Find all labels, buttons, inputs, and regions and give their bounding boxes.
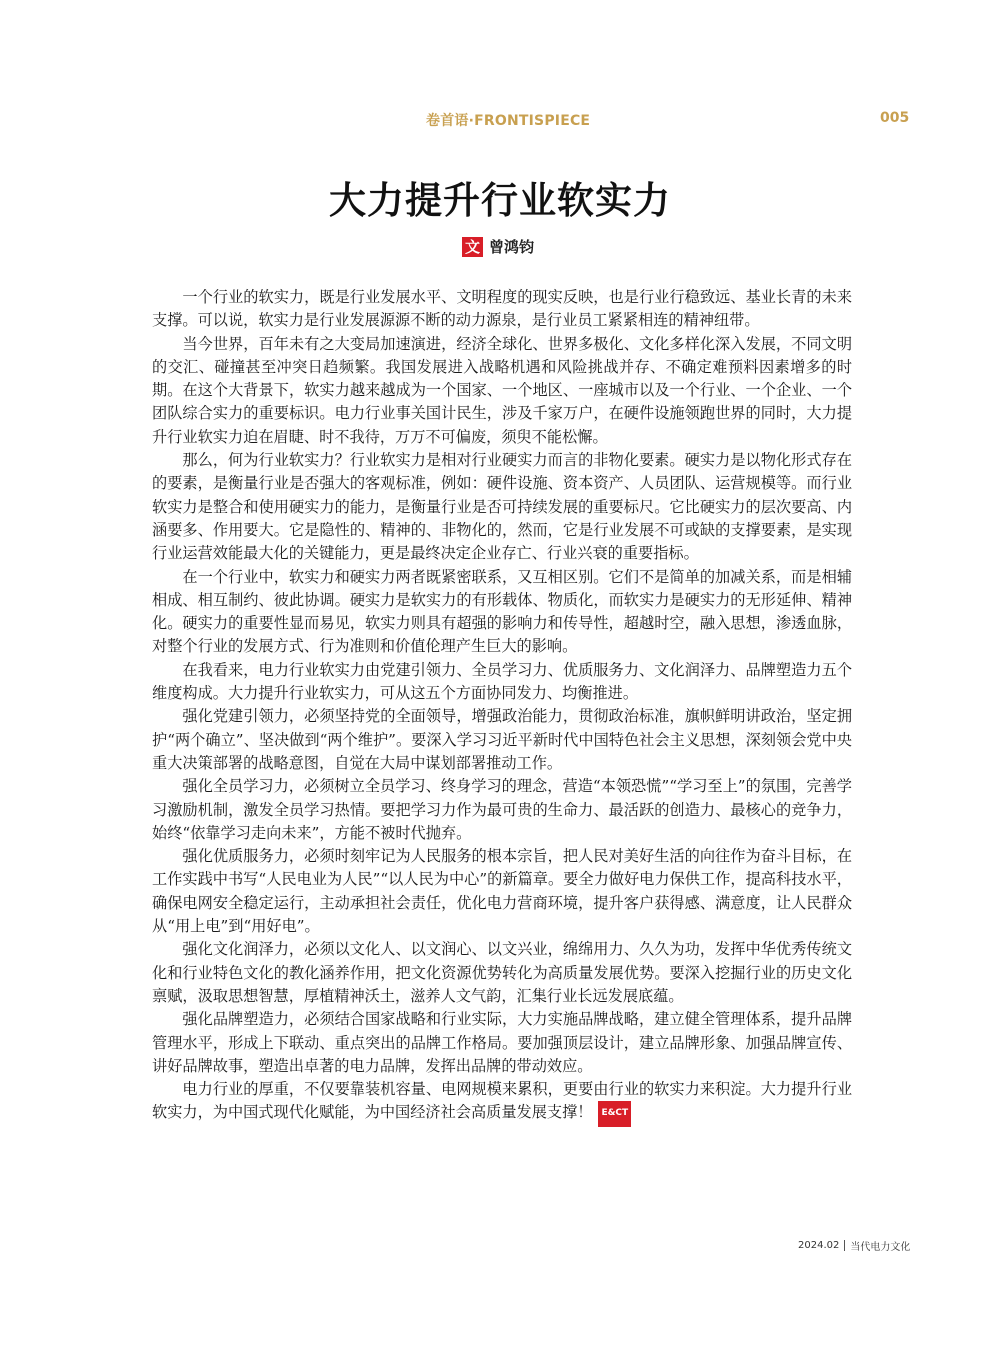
byline <box>462 236 534 257</box>
paragraph-text: 电力行业的厚重，不仅要靠装机容量、电网规模来累积，更要由行业的软实力来积淀。大力提升行业软实力，为中国式现代化赋能，为中国经济社会高质量发展支撑！ <box>152 1080 852 1122</box>
paragraph: 强化品牌塑造力，必须结合国家战略和行业实际，大力实施品牌战略，建立健全管理体系，提升品牌管理水平，形成上下联动、重点突出的品牌工作格局。要加强顶层设计，建立品牌形象、加强品牌宣传、讲好品牌故事，塑造出卓著的电力品牌，发挥出品牌的带动效应。 <box>152 1010 852 1075</box>
page-footer <box>798 1238 910 1253</box>
article-title: 大力提升行业软实力 <box>329 179 671 222</box>
paragraph: 强化全员学习力，必须树立全员学习、终身学习的理念，营造“本领恐慌”“学习至上”的氛围，完善学习激励机制，激发全员学习热情。要把学习力作为最可贵的生命力、最活跃的创造力、最核心的竞争力，始终“依靠学习走向未来”，方能不被时代抛弃。 <box>152 777 852 842</box>
paragraph: 在我看来，电力行业软实力由党建引领力、全员学习力、优质服务力、文化润泽力、品牌塑造力五个维度构成。大力提升行业软实力，可从这五个方面协同发力、均衡推进。 <box>152 660 852 703</box>
footer-divider <box>844 1240 845 1251</box>
paragraph: 那么，何为行业软实力？行业软实力是相对行业硬实力而言的非物化要素。硬实力是以物化形式存在的要素，是衡量行业是否强大的客观标准，例如：硬件设施、资本资产、人员团队、运营规模等。而行业软实力是整合和使用硬实力的能力，是衡量行业是否可持续发展的重要标尺。它比硬实力的层次要高、内涵要多、作用要大。它是隐性的、精神的、非物化的，然而，它是行业发展不可或缺的支撑要素，是实现行业运营效能最大化的关键能力，更是最终决定企业存亡、行业兴衰的重要指标。 <box>152 451 852 563</box>
author-name: 曾鸿钧 <box>489 238 535 256</box>
byline-mark: 文 <box>462 237 483 257</box>
paragraph: 强化优质服务力，必须时刻牢记为人民服务的根本宗旨，把人民对美好生活的向往作为奋斗目标，在工作实践中书写“人民电业为人民”“以人民为中心”的新篇章。要全力做好电力保供工作，提高科技水平，确保电网安全稳定运行，主动承担社会责任，优化电力营商环境，提升客户获得感、满意度，让人民群众从“用上电”到“用好电”。 <box>152 847 852 936</box>
paragraph: 强化党建引领力，必须坚持党的全面领导，增强政治能力，贯彻政治标准，旗帜鲜明讲政治，坚定拥护“两个确立”、坚决做到“两个维护”。要深入学习习近平新时代中国特色社会主义思想，深刻领会党中央重大决策部署的战略意图，自觉在大局中谋划部署推动工作。 <box>152 707 852 772</box>
issue-date: 2024.02 <box>798 1240 840 1251</box>
paragraph: 强化文化润泽力，必须以文化人、以文润心、以文兴业，绵绵用力、久久为功，发挥中华优秀传统文化和行业特色文化的教化涵养作用，把文化资源优势转化为高质量发展优势。要深入挖掘行业的历史文化禀赋，汲取思想智慧，厚植精神沃土，滋养人文气韵，汇集行业长远发展底蕴。 <box>152 940 852 1005</box>
paragraph-last <box>152 1078 852 1127</box>
magazine-name: 当代电力文化 <box>850 1242 911 1253</box>
paragraph: 当今世界，百年未有之大变局加速演进，经济全球化、世界多极化、文化多样化深入发展，不同文明的交汇、碰撞甚至冲突日趋频繁。我国发展进入战略机遇和风险挑战并存、不确定难预料因素增多的时期。在这个大背景下，软实力越来越成为一个国家、一个地区、一座城市以及一个行业、一个企业、一个团队综合实力的重要标识。电力行业事关国计民生，涉及千家万户，在硬件设施领跑世界的同时，大力提升行业软实力迫在眉睫、时不我待，万万不可偏废，须臾不能松懈。 <box>152 334 852 446</box>
section-label: 卷首语·FRONTISPIECE <box>426 113 591 129</box>
page-number: 005 <box>880 110 910 126</box>
article-body <box>152 286 852 1127</box>
end-mark-logo: E&CT <box>598 1101 631 1126</box>
paragraph: 一个行业的软实力，既是行业发展水平、文明程度的现实反映，也是行业行稳致远、基业长青的未来支撑。可以说，软实力是行业发展源源不断的动力源泉，是行业员工紧紧相连的精神纽带。 <box>152 288 852 330</box>
paragraph: 在一个行业中，软实力和硬实力两者既紧密联系，又互相区别。它们不是简单的加减关系，而是相辅相成、相互制约、彼此协调。硬实力是软实力的有形载体、物质化，而软实力是硬实力的无形延伸、精神化。硬实力的重要性显而易见，软实力则具有超强的影响力和传导性，超越时空，融入思想，渗透血脉，对整个行业的发展方式、行为准则和价值伦理产生巨大的影响。 <box>152 567 852 656</box>
